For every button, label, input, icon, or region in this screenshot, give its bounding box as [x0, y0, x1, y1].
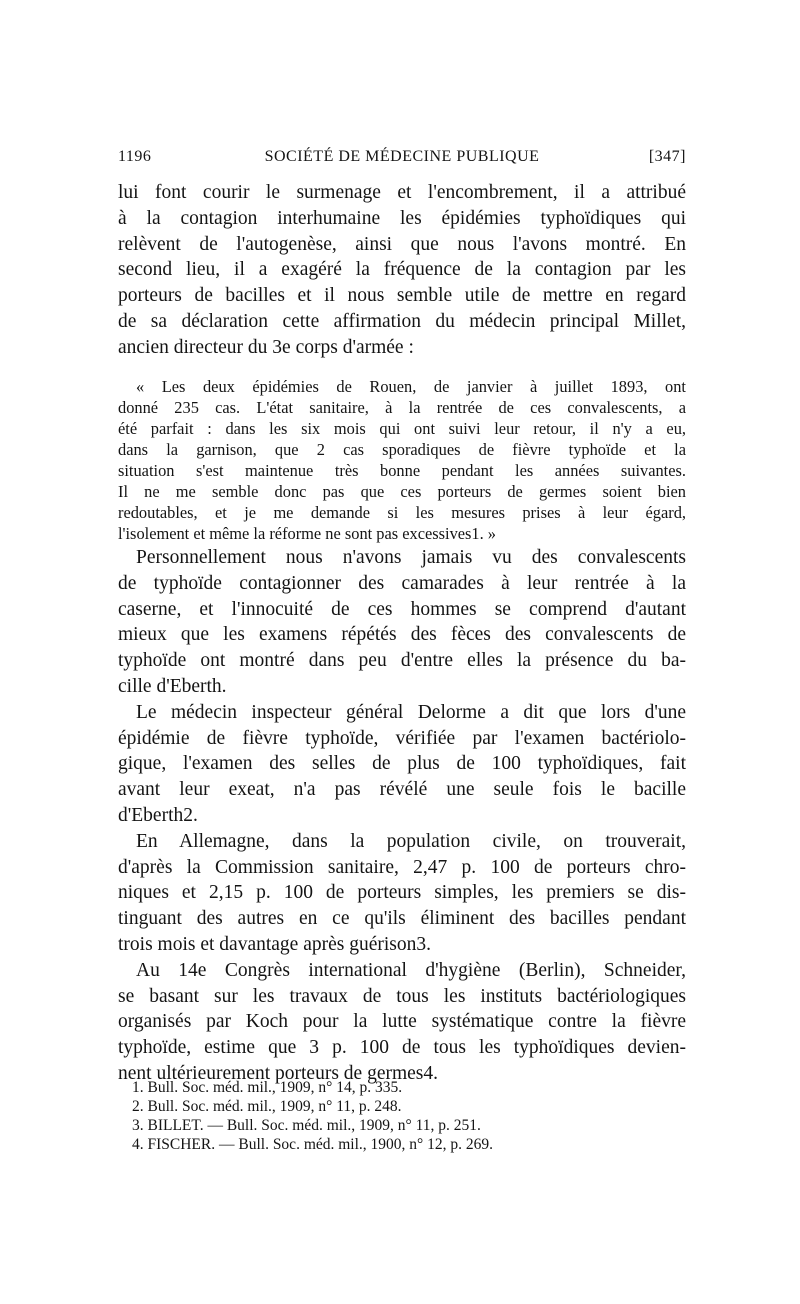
- quote-line: Il ne me semble donc pas que ces porteurs de germes soient bien: [118, 482, 686, 501]
- page-number: 1196: [118, 148, 152, 165]
- text-line: se basant sur les travaux de tous les instituts bactériologiques: [118, 985, 686, 1007]
- text-line: avant leur exeat, n'a pas révélé une seule fois le bacille: [118, 779, 686, 801]
- text-line: Personnellement nous n'avons jamais vu des convalescents: [136, 547, 686, 568]
- text-line: ancien directeur du 3e corps d'armée :: [118, 336, 414, 358]
- text-line: En Allemagne, dans la population civile, on trouverait,: [136, 830, 686, 852]
- text-line: mieux que les examens répétés des fèces des convalescents de: [118, 624, 686, 646]
- text-line: niques et 2,15 p. 100 de porteurs simples, les premiers se dis-: [118, 882, 686, 904]
- footnote: 3. BILLET. — Bull. Soc. méd. mil., 1909, n° 11, p. 251.: [132, 1117, 481, 1134]
- text-line: gique, l'examen des selles de plus de 100 typhoïdiques, fait: [118, 753, 686, 775]
- text-line: tinguant des autres en ce qu'ils éliminent des bacilles pendant: [118, 908, 686, 930]
- bracket-number: [347]: [648, 148, 686, 165]
- text-line: d'après la Commission sanitaire, 2,47 p. 100 de porteurs chro-: [118, 856, 686, 878]
- footnote: 2. Bull. Soc. méd. mil., 1909, n° 11, p. 248.: [132, 1098, 402, 1115]
- quotation-block: [118, 376, 686, 544]
- text-line: épidémie de fièvre typhoïde, vérifiée par l'examen bactériolo-: [118, 727, 686, 749]
- text-line: organisés par Koch pour la lutte systématique contre la fièvre: [118, 1011, 686, 1033]
- quote-line: été parfait : dans les six mois qui ont suivi leur retour, il n'y a eu,: [118, 419, 686, 438]
- main-paragraphs: [118, 545, 686, 1087]
- text-line: trois mois et davantage après guérison3.: [118, 933, 431, 955]
- text-line: relèvent de l'autogenèse, ainsi que nous l'avons montré. En: [118, 233, 686, 255]
- quote-line: l'isolement et même la réforme ne sont pas excessives1. »: [118, 524, 497, 543]
- text-line: Le médecin inspecteur général Delorme a dit que lors d'une: [136, 701, 686, 723]
- text-line: de sa déclaration cette affirmation du médecin principal Millet,: [118, 310, 686, 332]
- text-line: à la contagion interhumaine les épidémies typhoïdiques qui: [118, 207, 686, 229]
- page-header: [118, 148, 686, 172]
- text-line: second lieu, il a exagéré la fréquence de la contagion par les: [118, 259, 686, 281]
- quote-line: « Les deux épidémies de Rouen, de janvier à juillet 1893, ont: [136, 377, 686, 396]
- quote-line: redoutables, et je me demande si les mesures prises à leur égard,: [118, 503, 686, 522]
- text-line: typhoïde, estime que 3 p. 100 de tous les typhoïdiques devien-: [118, 1037, 686, 1059]
- quote-line: situation s'est maintenue très bonne pendant les années suivantes.: [118, 461, 686, 480]
- footnote: 4. FISCHER. — Bull. Soc. méd. mil., 1900, n° 12, p. 269.: [132, 1136, 493, 1153]
- text-line: caserne, et l'innocuité de ces hommes se comprend d'autant: [118, 598, 686, 620]
- text-line: de typhoïde contagionner des camarades à leur rentrée à la: [118, 572, 686, 594]
- footnote: 1. Bull. Soc. méd. mil., 1909, n° 14, p. 335.: [132, 1079, 403, 1096]
- footnotes: [132, 1078, 686, 1154]
- running-title: SOCIÉTÉ DE MÉDECINE PUBLIQUE: [264, 148, 540, 165]
- quote-line: donné 235 cas. L'état sanitaire, à la rentrée de ces convalescents, a: [118, 398, 686, 417]
- quote-line: dans la garnison, que 2 cas sporadiques de fièvre typhoïde et la: [118, 440, 686, 459]
- text-line: cille d'Eberth.: [118, 675, 227, 697]
- text-line: typhoïde ont montré dans peu d'entre elles la présence du ba-: [118, 650, 686, 672]
- text-line: porteurs de bacilles et il nous semble utile de mettre en regard: [118, 285, 686, 307]
- text-line: d'Eberth2.: [118, 804, 198, 826]
- text-line: lui font courir le surmenage et l'encombrement, il a attribué: [118, 182, 686, 203]
- intro-paragraph: [118, 180, 686, 361]
- text-line: Au 14e Congrès international d'hygiène (Berlin), Schneider,: [136, 959, 686, 981]
- text-line: nent ultérieurement porteurs de germes4.: [118, 1062, 439, 1084]
